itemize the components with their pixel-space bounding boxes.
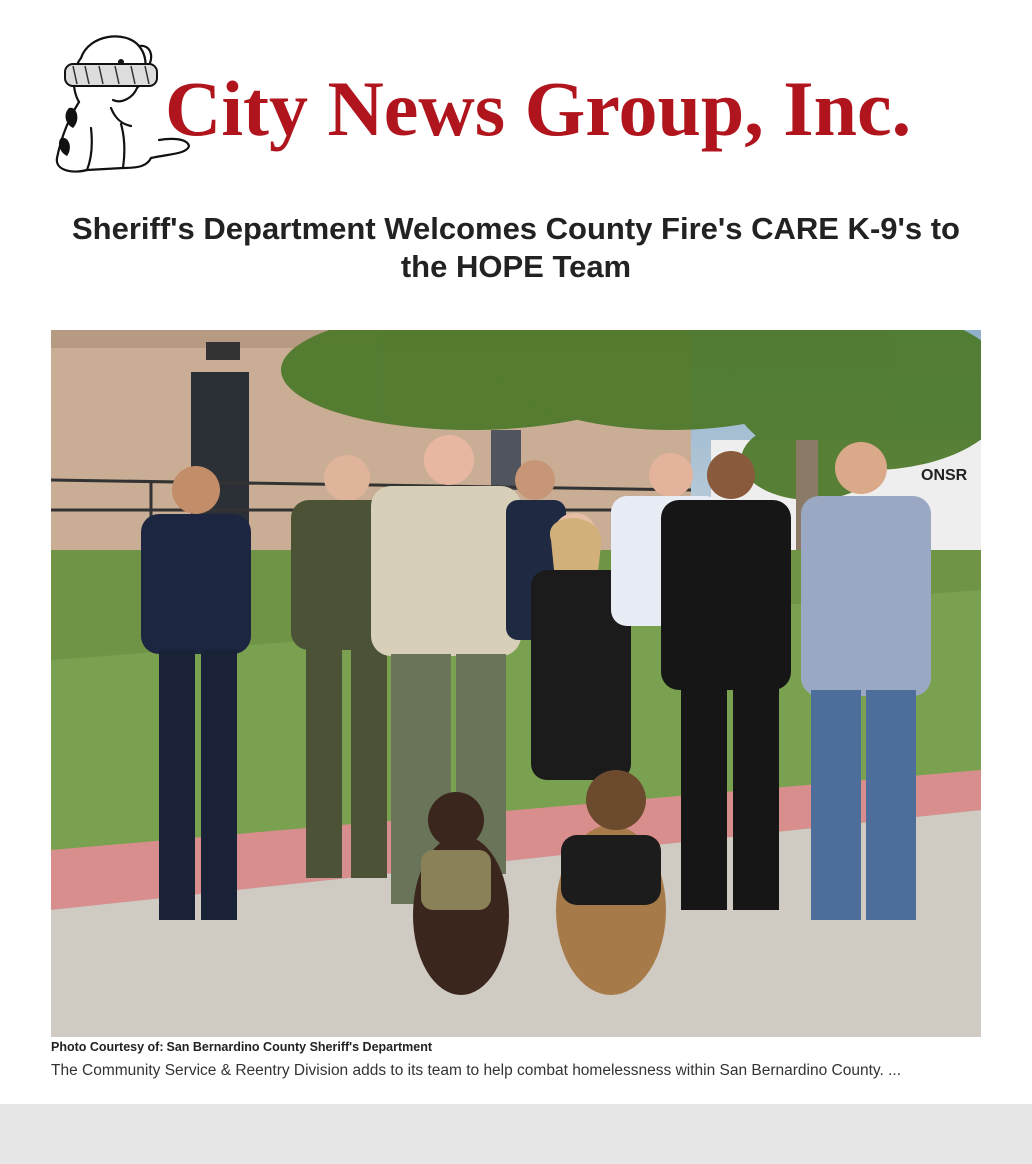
site-header bbox=[51, 28, 981, 176]
article-summary[interactable]: The Community Service & Reentry Division adds to its team to help combat homelessness within San Bernardino County. ... bbox=[51, 1062, 902, 1079]
photo-credit-source: San Bernardino County Sheriff's Department bbox=[166, 1040, 433, 1054]
site-brand-name[interactable]: City News Group, Inc. bbox=[165, 65, 912, 152]
photo-credit-label: Photo Courtesy of: bbox=[51, 1040, 164, 1054]
truck-signage-text: ONSR bbox=[921, 467, 968, 484]
article-headline[interactable]: Sheriff's Department Welcomes County Fire's CARE K-9's to the HOPE Team bbox=[72, 211, 960, 284]
footer-bar bbox=[0, 1104, 1032, 1164]
photo-credit bbox=[51, 1040, 432, 1054]
article-photo[interactable] bbox=[51, 330, 981, 1037]
